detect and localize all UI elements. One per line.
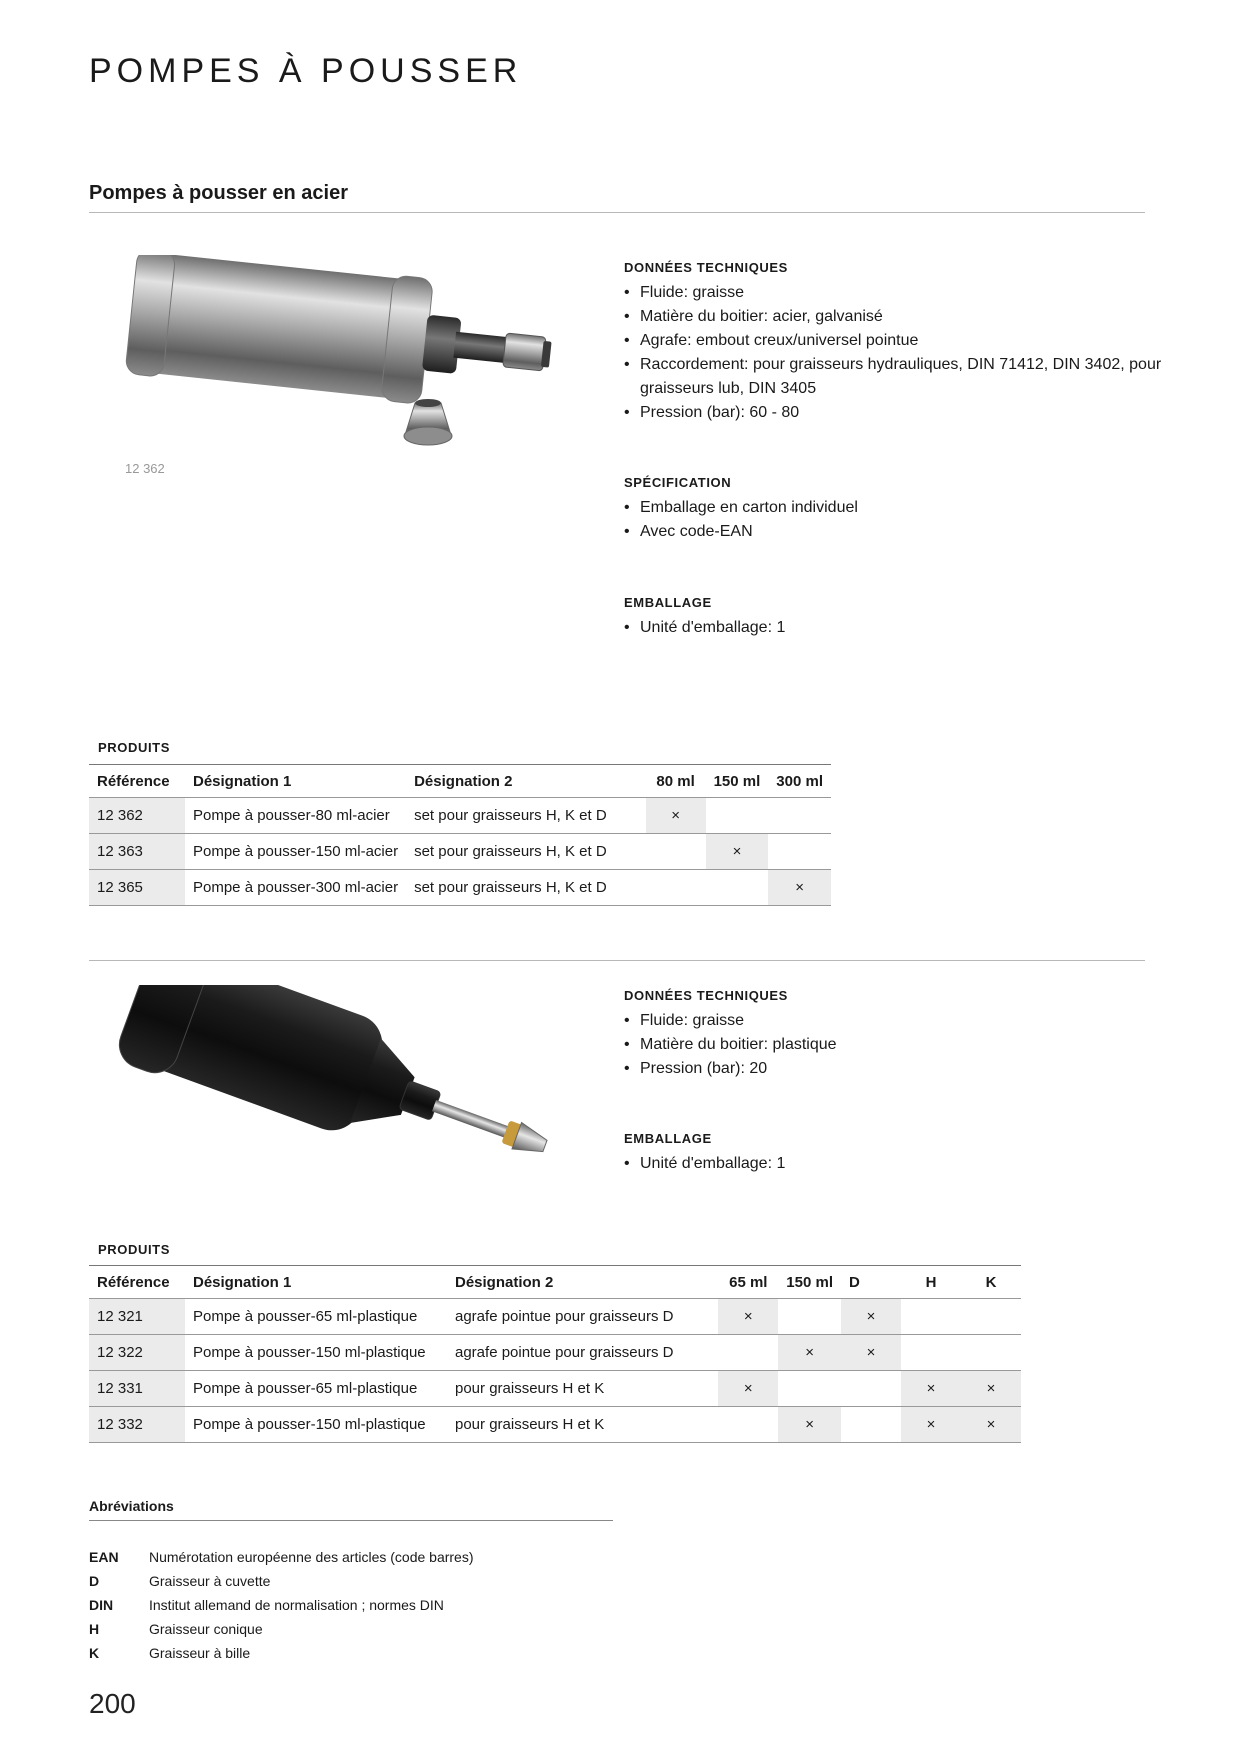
packaging-heading: EMBALLAGE <box>624 595 712 610</box>
col-reference: Référence <box>89 765 185 798</box>
section-divider <box>89 212 1145 213</box>
ref-cell: 12 362 <box>89 798 185 834</box>
mark-cell <box>718 1407 778 1443</box>
tech-item: • Fluide: graisse <box>624 1009 1164 1033</box>
spec-block-1 <box>624 475 1164 544</box>
designation-1-cell: Pompe à pousser-150 ml-acier <box>185 834 406 870</box>
mark-cell <box>901 1299 961 1335</box>
designation-1-cell: Pompe à pousser-80 ml-acier <box>185 798 406 834</box>
designation-1-cell: Pompe à pousser-150 ml-plastique <box>185 1335 447 1371</box>
tech-item: • Raccordement: pour graisseurs hydrauliques, DIN 71412, DIN 3402, pour graisseurs lub, DIN 3405 <box>624 353 1164 401</box>
designation-2-cell: agrafe pointue pour graisseurs D <box>447 1335 718 1371</box>
tech-heading: DONNÉES TECHNIQUES <box>624 260 788 275</box>
mark-cell <box>718 1335 778 1371</box>
mark-cell: × <box>961 1371 1021 1407</box>
table-row <box>89 798 831 834</box>
abbreviation-row <box>89 1549 474 1565</box>
mark-cell <box>768 798 831 834</box>
col-80ml: 80 ml <box>646 765 706 798</box>
mark-cell <box>768 834 831 870</box>
spec-item: • Avec code-EAN <box>624 520 1164 544</box>
mark-cell <box>646 870 706 906</box>
col-designation-2: Désignation 2 <box>447 1266 718 1299</box>
tech-item: • Pression (bar): 20 <box>624 1057 1164 1081</box>
abbreviation-key: K <box>89 1645 100 1661</box>
products-label: PRODUITS <box>98 740 170 755</box>
mark-cell: × <box>646 798 706 834</box>
mark-cell: × <box>778 1407 841 1443</box>
mark-cell <box>901 1335 961 1371</box>
designation-2-cell: set pour graisseurs H, K et D <box>406 834 646 870</box>
abbreviation-key: D <box>89 1573 100 1589</box>
ref-cell: 12 322 <box>89 1335 185 1371</box>
tech-heading: DONNÉES TECHNIQUES <box>624 988 788 1003</box>
tech-item: • Pression (bar): 60 - 80 <box>624 401 1164 425</box>
col-designation-1: Désignation 1 <box>185 765 406 798</box>
abbreviation-text: Graisseur à bille <box>149 1645 251 1661</box>
steel-pump-image <box>115 255 595 465</box>
designation-1-cell: Pompe à pousser-65 ml-plastique <box>185 1299 447 1335</box>
table-header-row <box>89 1266 1021 1299</box>
tech-item: • Matière du boitier: plastique <box>624 1033 1164 1057</box>
plastic-pump-image <box>115 985 595 1185</box>
packaging-heading: EMBALLAGE <box>624 1131 712 1146</box>
tech-data-block-1 <box>624 260 1164 425</box>
packaging-block-1 <box>624 595 1164 640</box>
col-designation-1: Désignation 1 <box>185 1266 447 1299</box>
table-row <box>89 1407 1021 1443</box>
packaging-item: • Unité d'emballage: 1 <box>624 1152 1164 1176</box>
products-table-2 <box>89 1265 1021 1443</box>
abbreviation-text: Institut allemand de normalisation ; normes DIN <box>149 1597 444 1613</box>
mark-cell: × <box>901 1407 961 1443</box>
packaging-item: • Unité d'emballage: 1 <box>624 616 1164 640</box>
designation-1-cell: Pompe à pousser-150 ml-plastique <box>185 1407 447 1443</box>
col-k: K <box>961 1266 1021 1299</box>
table-header-row <box>89 765 831 798</box>
abbreviations-divider <box>89 1520 613 1521</box>
mark-cell <box>961 1335 1021 1371</box>
abbreviation-row <box>89 1645 250 1661</box>
mark-cell <box>961 1299 1021 1335</box>
ref-cell: 12 331 <box>89 1371 185 1407</box>
col-150ml: 150 ml <box>778 1266 841 1299</box>
mark-cell: × <box>901 1371 961 1407</box>
mark-cell: × <box>718 1371 778 1407</box>
abbreviation-text: Graisseur conique <box>149 1621 263 1637</box>
designation-1-cell: Pompe à pousser-65 ml-plastique <box>185 1371 447 1407</box>
designation-2-cell: set pour graisseurs H, K et D <box>406 798 646 834</box>
spec-heading: SPÉCIFICATION <box>624 475 732 490</box>
table-row <box>89 1371 1021 1407</box>
tech-item: • Agrafe: embout creux/universel pointue <box>624 329 1164 353</box>
mark-cell: × <box>841 1335 901 1371</box>
abbreviation-row <box>89 1573 270 1589</box>
mark-cell: × <box>778 1335 841 1371</box>
products-table-1 <box>89 764 831 906</box>
mark-cell <box>706 798 769 834</box>
abbreviation-text: Numérotation européenne des articles (code barres) <box>149 1549 474 1565</box>
table-row <box>89 1335 1021 1371</box>
col-h: H <box>901 1266 961 1299</box>
col-d: D <box>841 1266 901 1299</box>
designation-2-cell: pour graisseurs H et K <box>447 1407 718 1443</box>
abbreviations-title: Abréviations <box>89 1498 174 1514</box>
ref-cell: 12 321 <box>89 1299 185 1335</box>
mark-cell: × <box>706 834 769 870</box>
ref-cell: 12 332 <box>89 1407 185 1443</box>
table-row <box>89 834 831 870</box>
page-title: POMPES À POUSSER <box>89 52 523 90</box>
mark-cell <box>646 834 706 870</box>
mark-cell <box>841 1407 901 1443</box>
col-300ml: 300 ml <box>768 765 831 798</box>
tech-item: • Fluide: graisse <box>624 281 1164 305</box>
mark-cell: × <box>961 1407 1021 1443</box>
table-row <box>89 870 831 906</box>
mark-cell <box>706 870 769 906</box>
spec-item: • Emballage en carton individuel <box>624 496 1164 520</box>
section-title: Pompes à pousser en acier <box>89 182 349 204</box>
page-number: 200 <box>89 1688 136 1719</box>
col-150ml: 150 ml <box>706 765 769 798</box>
tech-item: • Matière du boitier: acier, galvanisé <box>624 305 1164 329</box>
col-reference: Référence <box>89 1266 185 1299</box>
col-65ml: 65 ml <box>718 1266 778 1299</box>
ref-cell: 12 365 <box>89 870 185 906</box>
abbreviation-key: H <box>89 1621 100 1637</box>
abbreviation-row <box>89 1621 263 1637</box>
abbreviation-text: Graisseur à cuvette <box>149 1573 271 1589</box>
products-label: PRODUITS <box>98 1242 170 1257</box>
designation-2-cell: set pour graisseurs H, K et D <box>406 870 646 906</box>
product-divider <box>89 960 1145 961</box>
image-caption: 12 362 <box>125 461 165 476</box>
mark-cell: × <box>768 870 831 906</box>
mark-cell: × <box>718 1299 778 1335</box>
mark-cell <box>841 1371 901 1407</box>
mark-cell <box>778 1299 841 1335</box>
designation-1-cell: Pompe à pousser-300 ml-acier <box>185 870 406 906</box>
designation-2-cell: agrafe pointue pour graisseurs D <box>447 1299 718 1335</box>
abbreviation-row <box>89 1597 444 1613</box>
col-designation-2: Désignation 2 <box>406 765 646 798</box>
abbreviation-key: EAN <box>89 1549 119 1565</box>
table-row <box>89 1299 1021 1335</box>
tech-data-block-2 <box>624 988 1164 1081</box>
designation-2-cell: pour graisseurs H et K <box>447 1371 718 1407</box>
mark-cell: × <box>841 1299 901 1335</box>
abbreviation-key: DIN <box>89 1597 114 1613</box>
ref-cell: 12 363 <box>89 834 185 870</box>
packaging-block-2 <box>624 1131 1164 1176</box>
mark-cell <box>778 1371 841 1407</box>
